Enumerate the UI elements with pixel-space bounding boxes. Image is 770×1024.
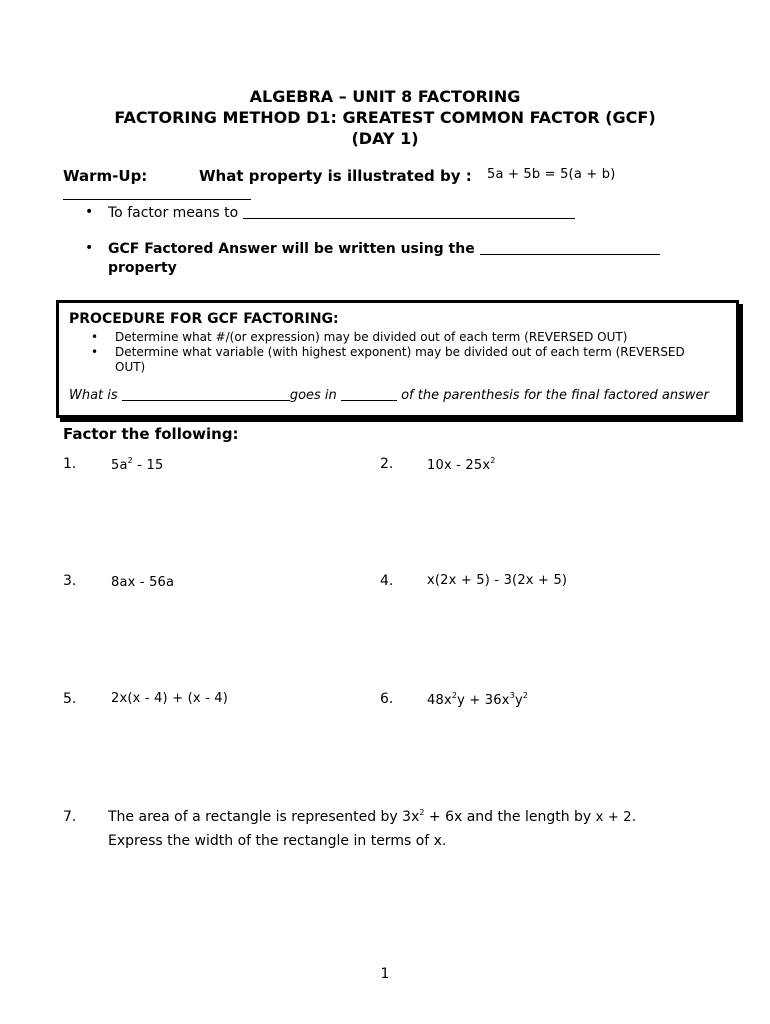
problem-2-number: 2. <box>380 456 394 472</box>
problem-1-expression <box>111 458 163 473</box>
p6-term-a: 48x <box>427 693 452 708</box>
bullet-dot-2: • <box>85 240 94 256</box>
factor-heading: Factor the following: <box>63 425 239 443</box>
p6-exponent-3: 2 <box>522 691 529 700</box>
problem-3-number: 3. <box>63 573 77 589</box>
problem-7-number: 7. <box>63 809 77 825</box>
p6-term-b: y + 36x <box>457 693 510 708</box>
p1-term-b: - 15 <box>132 458 164 473</box>
gcf-note-suffix: property <box>108 260 177 276</box>
p7-text-a: The area of a rectangle is represented by 3x <box>108 809 420 825</box>
procedure-question-suffix: of the parenthesis for the final factored answer <box>401 388 709 403</box>
definition-blank <box>243 204 575 219</box>
gcf-note-text: GCF Factored Answer will be written using the <box>108 241 475 257</box>
p7-text-b: + 6x and the length by <box>424 809 592 825</box>
procedure-question-middle: goes in <box>289 388 337 403</box>
procedure-question-prefix: What is <box>69 388 118 403</box>
p6-exponent-2: 3 <box>509 691 515 700</box>
p2-exponent: 2 <box>490 456 496 465</box>
warmup-answer-line <box>63 199 251 200</box>
bullet-dot-1: • <box>85 204 94 220</box>
procedure-step-2: • Determine what variable (with highest exponent) may be divided out of each term (REVERSED OUT) <box>91 345 711 375</box>
procedure-step-1: • Determine what #/(or expression) may be divided out of each term (REVERSED OUT) <box>91 330 711 345</box>
warmup-question: What property is illustrated by : <box>199 167 472 185</box>
problem-5-expression: 2x(x - 4) + (x - 4) <box>111 691 229 706</box>
problem-1-number: 1. <box>63 456 77 472</box>
title-line-1: ALGEBRA – UNIT 8 FACTORING <box>249 87 521 106</box>
page-number: 1 <box>380 966 390 982</box>
p7-exponent: 2 <box>419 808 425 817</box>
definition-text: To factor means to <box>108 205 239 221</box>
warmup-expression: 5a + 5b = 5(a + b) <box>487 167 616 182</box>
procedure-blank-2 <box>341 388 397 401</box>
title-line-2: FACTORING METHOD D1: GREATEST COMMON FACTOR (GCF) <box>114 108 656 127</box>
procedure-list <box>91 330 711 375</box>
procedure-box <box>56 300 739 418</box>
gcf-property-blank <box>480 240 660 255</box>
problem-4-number: 4. <box>380 573 394 589</box>
p7-length-expression: x + 2 <box>595 810 632 825</box>
p7-period: . <box>631 809 637 825</box>
title-line-3: (DAY 1) <box>351 129 419 148</box>
problem-6-expression <box>427 693 528 708</box>
p2-term-a: 10x - 25x <box>427 458 491 473</box>
gcf-answer-note <box>108 240 708 278</box>
problem-3-expression: 8ax - 56a <box>111 575 175 590</box>
warmup-label: Warm-Up: <box>63 167 148 185</box>
procedure-question <box>69 387 709 404</box>
problem-7-line-2: Express the width of the rectangle in terms of x. <box>108 833 447 849</box>
p1-term-a: 5a <box>111 458 128 473</box>
problem-2-expression <box>427 458 496 473</box>
problem-5-number: 5. <box>63 691 77 707</box>
problem-7-line-1 <box>108 809 708 825</box>
p1-exponent: 2 <box>127 456 133 465</box>
procedure-title: PROCEDURE FOR GCF FACTORING: <box>69 311 339 327</box>
problem-6-number: 6. <box>380 691 394 707</box>
p6-exponent-1: 2 <box>451 691 458 700</box>
problem-4-expression: x(2x + 5) - 3(2x + 5) <box>427 573 568 588</box>
p6-term-c: y <box>514 693 523 708</box>
definition-line <box>108 204 575 221</box>
procedure-blank-1 <box>122 388 290 401</box>
